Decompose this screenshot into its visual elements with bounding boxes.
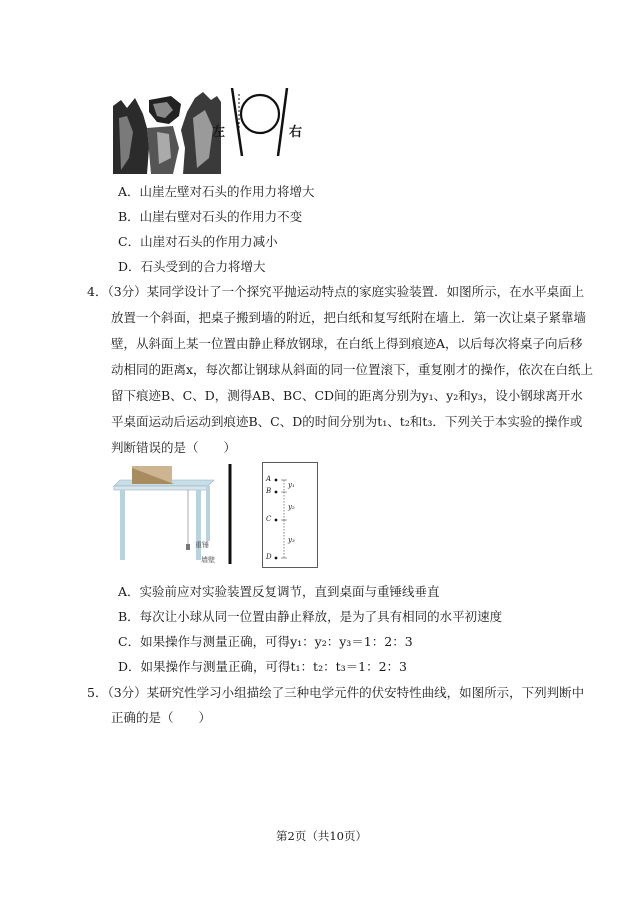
q4-option-c: C．如果操作与测量正确，可得y₁：y₂：y₃＝1：2：3 <box>118 634 413 649</box>
q4-question-line-5: 留下痕迹B、C、D，测得AB、BC、CD间的距离分别为y₁、y₂和y₃，设小钢球离开水 <box>111 388 583 403</box>
q5-question-line-1 <box>87 685 584 701</box>
q4-score: （3分） <box>107 284 147 299</box>
table-apparatus-figure <box>112 462 242 567</box>
point-d-label: D <box>266 553 272 561</box>
point-c-dot <box>275 519 278 522</box>
q4-option-a: A．实验前应对实验装置反复调节，直到桌面与重锤线垂直 <box>118 584 440 599</box>
q4-question-line-1 <box>87 284 584 300</box>
point-a-label: A <box>266 475 272 483</box>
q3-option-b: B．山崖右壁对石头的作用力不变 <box>118 209 303 224</box>
q5-score: （3分） <box>107 685 147 700</box>
q4-text-1: 某同学设计了一个探究平抛运动特点的家庭实验装置．如图所示，在水平桌面上 <box>146 284 585 299</box>
q4-number: 4． <box>87 284 108 299</box>
q4-question-line-4: 动相同的距离x，每次都让钢球从斜面的同一位置滚下，重复刚才的操作，依次在白纸上 <box>111 362 594 377</box>
q4-question-line-2: 放置一个斜面，把桌子搬到墙的附近，把白纸和复写纸附在墙上．第一次让桌子紧靠墙 <box>111 310 587 325</box>
y2-label: y₂ <box>288 503 295 511</box>
left-label: 左 <box>212 125 226 140</box>
q4-question-line-6: 平桌面运动后运动到痕迹B、C、D的时间分别为t₁、t₂和t₃．下列关于本实验的操作或 <box>111 414 583 429</box>
weight-label: 重锤 <box>195 541 209 549</box>
q5-question-line-2: 正确的是（ ） <box>111 710 212 725</box>
y1-label: y₁ <box>288 481 295 489</box>
point-b-dot <box>275 491 278 494</box>
q3-option-d: D．石头受到的合力将增大 <box>118 259 266 274</box>
q3-option-c: C．山崖对石头的作用力减小 <box>118 234 278 249</box>
wall-label: 墙壁 <box>201 556 215 564</box>
right-label: 右 <box>289 125 303 140</box>
y3-label: y₃ <box>288 536 295 544</box>
q4-question-line-7: 判断错误的是（ ） <box>111 440 237 455</box>
q5-text-1: 某研究性学习小组描绘了三种电学元件的伏安特性曲线，如图所示，下列判断中 <box>146 685 585 700</box>
q4-option-d: D．如果操作与测量正确，可得t₁：t₂：t₃＝1：2：3 <box>118 659 407 674</box>
q4-question-line-3: 壁，从斜面上某一位置由静止释放钢球，在白纸上得到痕迹A，以后每次将桌子向后移 <box>111 336 583 351</box>
point-a-dot <box>275 479 278 482</box>
q4-option-b: B．每次让小球从同一位置由静止释放，是为了具有相同的水平初速度 <box>118 609 503 624</box>
cliff-photo <box>113 88 221 174</box>
page-footer: 第2页（共10页） <box>276 829 367 843</box>
point-d-dot <box>275 557 278 560</box>
q3-option-a: A．山崖左壁对石头的作用力将增大 <box>118 184 315 199</box>
point-c-label: C <box>266 515 272 523</box>
point-b-label: B <box>266 487 272 495</box>
q5-number: 5． <box>87 685 108 700</box>
